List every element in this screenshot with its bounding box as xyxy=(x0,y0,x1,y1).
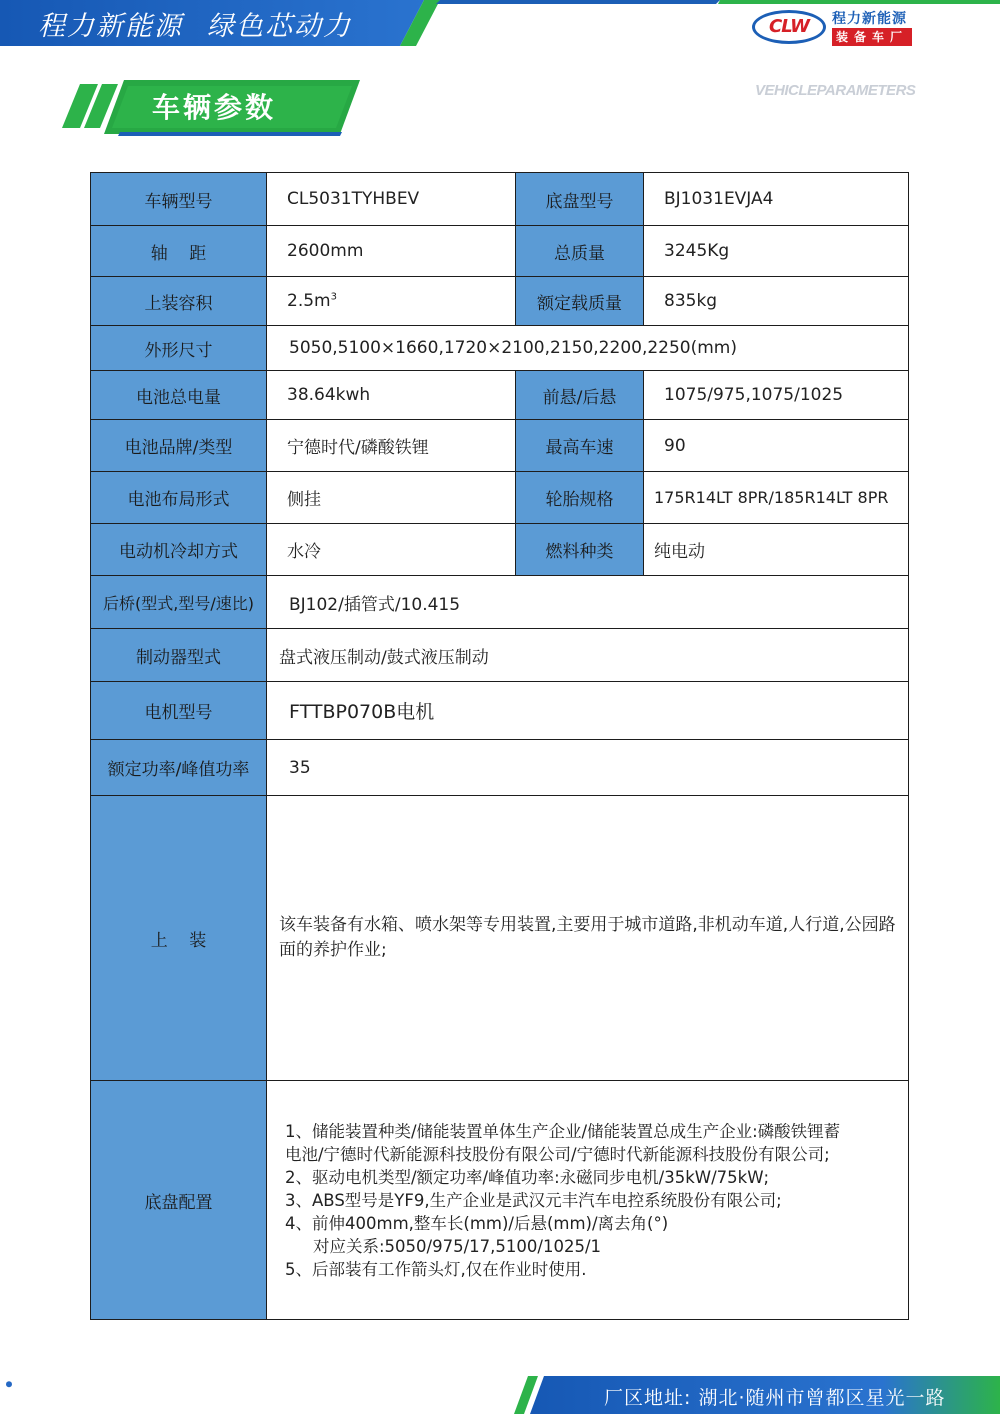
label-rated-load: 额定载质量 xyxy=(516,277,644,326)
table-row xyxy=(91,173,909,226)
slogan-right: 绿色芯动力 xyxy=(207,11,352,42)
label-chassis-model: 底盘型号 xyxy=(516,173,644,226)
company-logo xyxy=(752,8,932,48)
value-chassis-config xyxy=(267,1081,909,1320)
value-motor-cooling: 水冷 xyxy=(267,524,516,576)
volume-unit-sup: 3 xyxy=(330,291,337,303)
table-row xyxy=(91,1081,909,1320)
config-line: 2、驱动电机类型/额定功率/峰值功率:永磁同步电机/35kW/75kW; xyxy=(285,1167,770,1187)
label-battery-layout: 电池布局形式 xyxy=(91,472,267,524)
footer-bar xyxy=(0,1376,1000,1414)
table-row xyxy=(91,420,909,472)
value-rated-load: 835kg xyxy=(644,277,909,326)
section-header xyxy=(60,76,380,138)
label-overhang: 前悬/后悬 xyxy=(516,371,644,420)
config-line: 5、后部装有工作箭头灯,仅在作业时使用. xyxy=(285,1259,587,1279)
table-row xyxy=(91,371,909,420)
value-battery-energy: 38.64kwh xyxy=(267,371,516,420)
value-max-speed: 90 xyxy=(644,420,909,472)
label-volume: 上装容积 xyxy=(91,277,267,326)
value-battery-layout: 侧挂 xyxy=(267,472,516,524)
logo-sub: 装备车厂 xyxy=(832,28,912,46)
label-power: 额定功率/峰值功率 xyxy=(91,740,267,796)
vehicle-spec-table xyxy=(90,172,909,1320)
label-dimensions: 外形尺寸 xyxy=(91,326,267,371)
slogan-left: 程力新能源 xyxy=(38,11,183,42)
value-chassis-model: BJ1031EVJA4 xyxy=(644,173,909,226)
label-wheelbase: 轴 距 xyxy=(91,226,267,277)
config-line: 4、前伸400mm,整车长(mm)/后悬(mm)/离去角(°) xyxy=(285,1213,669,1233)
label-body: 上 装 xyxy=(91,796,267,1081)
label-motor-model: 电机型号 xyxy=(91,682,267,740)
table-row xyxy=(91,629,909,682)
label-battery-brand: 电池品牌/类型 xyxy=(91,420,267,472)
table-row xyxy=(91,472,909,524)
value-motor-model: FTTBP070B电机 xyxy=(267,682,909,740)
label-gross-mass: 总质量 xyxy=(516,226,644,277)
config-line: 1、储能装置种类/储能装置单体生产企业/储能装置总成生产企业:磷酸铁锂蓄 xyxy=(285,1121,841,1141)
logo-name: 程力新能源 xyxy=(832,11,907,27)
label-rear-axle: 后桥(型式,型号/速比) xyxy=(91,576,267,629)
table-row xyxy=(91,326,909,371)
top-banner xyxy=(0,0,1000,46)
value-power: 35 xyxy=(267,740,909,796)
value-fuel: 纯电动 xyxy=(644,524,909,576)
config-line: 电池/宁德时代新能源科技股份有限公司/宁德时代新能源科技股份有限公司; xyxy=(285,1144,830,1164)
label-fuel: 燃料种类 xyxy=(516,524,644,576)
logo-oval xyxy=(752,10,826,44)
table-row xyxy=(91,226,909,277)
value-tire: 175R14LT 8PR/185R14LT 8PR xyxy=(644,472,909,524)
table-row xyxy=(91,796,909,1081)
table-row xyxy=(91,277,909,326)
value-body: 该车装备有水箱、喷水架等专用装置,主要用于城市道路,非机动车道,人行道,公园路面的养护作业; xyxy=(267,796,909,1081)
table-row xyxy=(91,740,909,796)
value-volume xyxy=(267,277,516,326)
label-brake: 制动器型式 xyxy=(91,629,267,682)
label-max-speed: 最高车速 xyxy=(516,420,644,472)
logo-mark: CLW xyxy=(769,16,809,37)
label-vehicle-model: 车辆型号 xyxy=(91,173,267,226)
value-battery-brand: 宁德时代/磷酸铁锂 xyxy=(267,420,516,472)
section-title: 车辆参数 xyxy=(152,91,277,124)
volume-number: 2.5m xyxy=(287,291,331,311)
table-row xyxy=(91,524,909,576)
config-line: 对应关系:5050/975/17,5100/1025/1 xyxy=(313,1236,602,1256)
value-brake: 盘式液压制动/鼓式液压制动 xyxy=(267,629,909,682)
location-pin-icon xyxy=(0,1376,18,1398)
label-tire: 轮胎规格 xyxy=(516,472,644,524)
label-chassis-config: 底盘配置 xyxy=(91,1081,267,1320)
table-row xyxy=(91,682,909,740)
value-vehicle-model: CL5031TYHBEV xyxy=(267,173,516,226)
value-gross-mass: 3245Kg xyxy=(644,226,909,277)
label-motor-cooling: 电动机冷却方式 xyxy=(91,524,267,576)
table-row xyxy=(91,576,909,629)
factory-address: 厂区地址: 湖北·随州市曾都区星光一路 xyxy=(604,1387,946,1409)
value-rear-axle: BJ102/插管式/10.415 xyxy=(267,576,909,629)
value-wheelbase: 2600mm xyxy=(267,226,516,277)
config-line: 3、ABS型号是YF9,生产企业是武汉元丰汽车电控系统股份有限公司; xyxy=(285,1190,782,1210)
label-battery-energy: 电池总电量 xyxy=(91,371,267,420)
value-overhang: 1075/975,1075/1025 xyxy=(644,371,909,420)
value-dimensions: 5050,5100×1660,1720×2100,2150,2200,2250(mm) xyxy=(267,326,909,371)
section-subtitle-en: VEHICLEPARAMETERS xyxy=(755,82,916,99)
slogan xyxy=(38,4,376,43)
